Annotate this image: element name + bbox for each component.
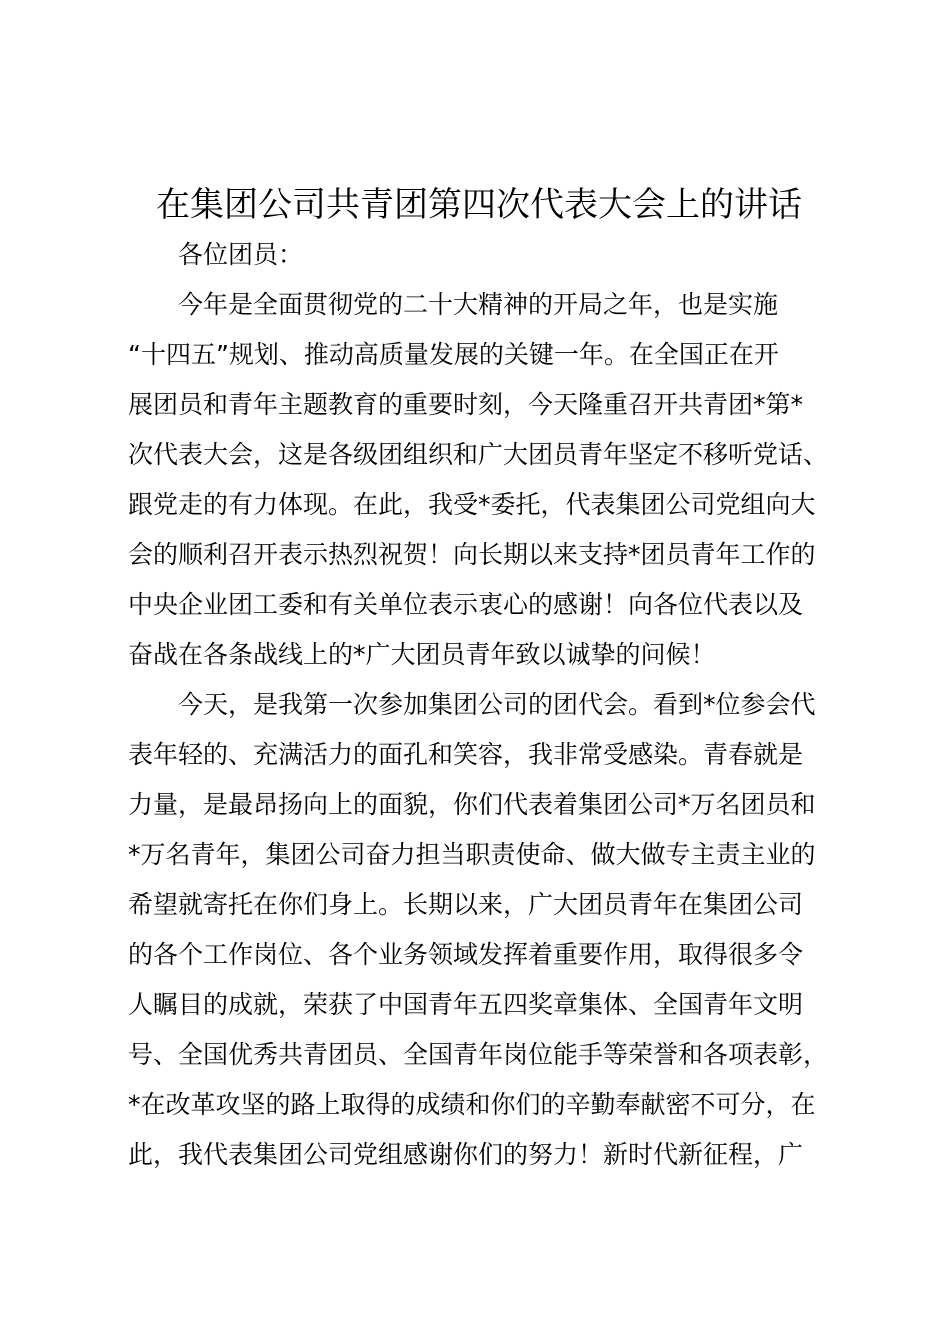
paragraph-2-line-7: 人瞩目的成就，荣获了中国青年五四奖章集体、全国青年文明 <box>128 990 804 1019</box>
paragraph-2-line-1: 今天，是我第一次参加集团公司的团代会。看到*位参会代 <box>178 690 816 719</box>
paragraph-1-line-6: 会的顺利召开表示热烈祝贺！向长期以来支持*团员青年工作的 <box>128 540 816 569</box>
paragraph-2-line-5: 希望就寄托在你们身上。长期以来，广大团员青年在集团公司 <box>128 890 804 919</box>
paragraph-1-line-2: “十四五”规划、推动高质量发展的关键一年。在全国正在开 <box>128 340 779 369</box>
paragraph-2-line-9: *在改革攻坚的路上取得的成绩和你们的辛勤奉献密不可分，在 <box>128 1090 816 1119</box>
document-title: 在集团公司共青团第四次代表大会上的讲话 <box>156 185 802 225</box>
paragraph-2-line-3: 力量，是最昂扬向上的面貌，你们代表着集团公司*万名团员和 <box>128 790 816 819</box>
paragraph-1-line-1: 今年是全面贯彻党的二十大精神的开局之年，也是实施 <box>178 290 779 319</box>
paragraph-2-line-10: 此，我代表集团公司党组感谢你们的努力！新时代新征程，广 <box>128 1140 804 1169</box>
paragraph-2-line-4: *万名青年，集团公司奋力担当职责使命、做大做专主责主业的 <box>128 840 816 869</box>
paragraph-2-line-6: 的各个工作岗位、各个业务领域发挥着重要作用，取得很多令 <box>128 940 804 969</box>
paragraph-1-line-3: 展团员和青年主题教育的重要时刻，今天隆重召开共青团*第* <box>128 390 804 419</box>
paragraph-1-line-8: 奋战在各条战线上的*广大团员青年致以诚挚的问候！ <box>128 640 716 669</box>
paragraph-1-line-5: 跟党走的有力体现。在此，我受*委托，代表集团公司党组向大 <box>128 490 816 519</box>
paragraph-2-line-2: 表年轻的、充满活力的面孔和笑容，我非常受感染。青春就是 <box>128 740 804 769</box>
paragraph-1-line-7: 中央企业团工委和有关单位表示衷心的感谢！向各位代表以及 <box>128 590 804 619</box>
paragraph-2-line-8: 号、全国优秀共青团员、全国青年岗位能手等荣誉和各项表彰， <box>128 1040 829 1069</box>
paragraph-1-line-4: 次代表大会，这是各级团组织和广大团员青年坚定不移听党话、 <box>128 440 829 469</box>
salutation: 各位团员： <box>178 240 304 269</box>
